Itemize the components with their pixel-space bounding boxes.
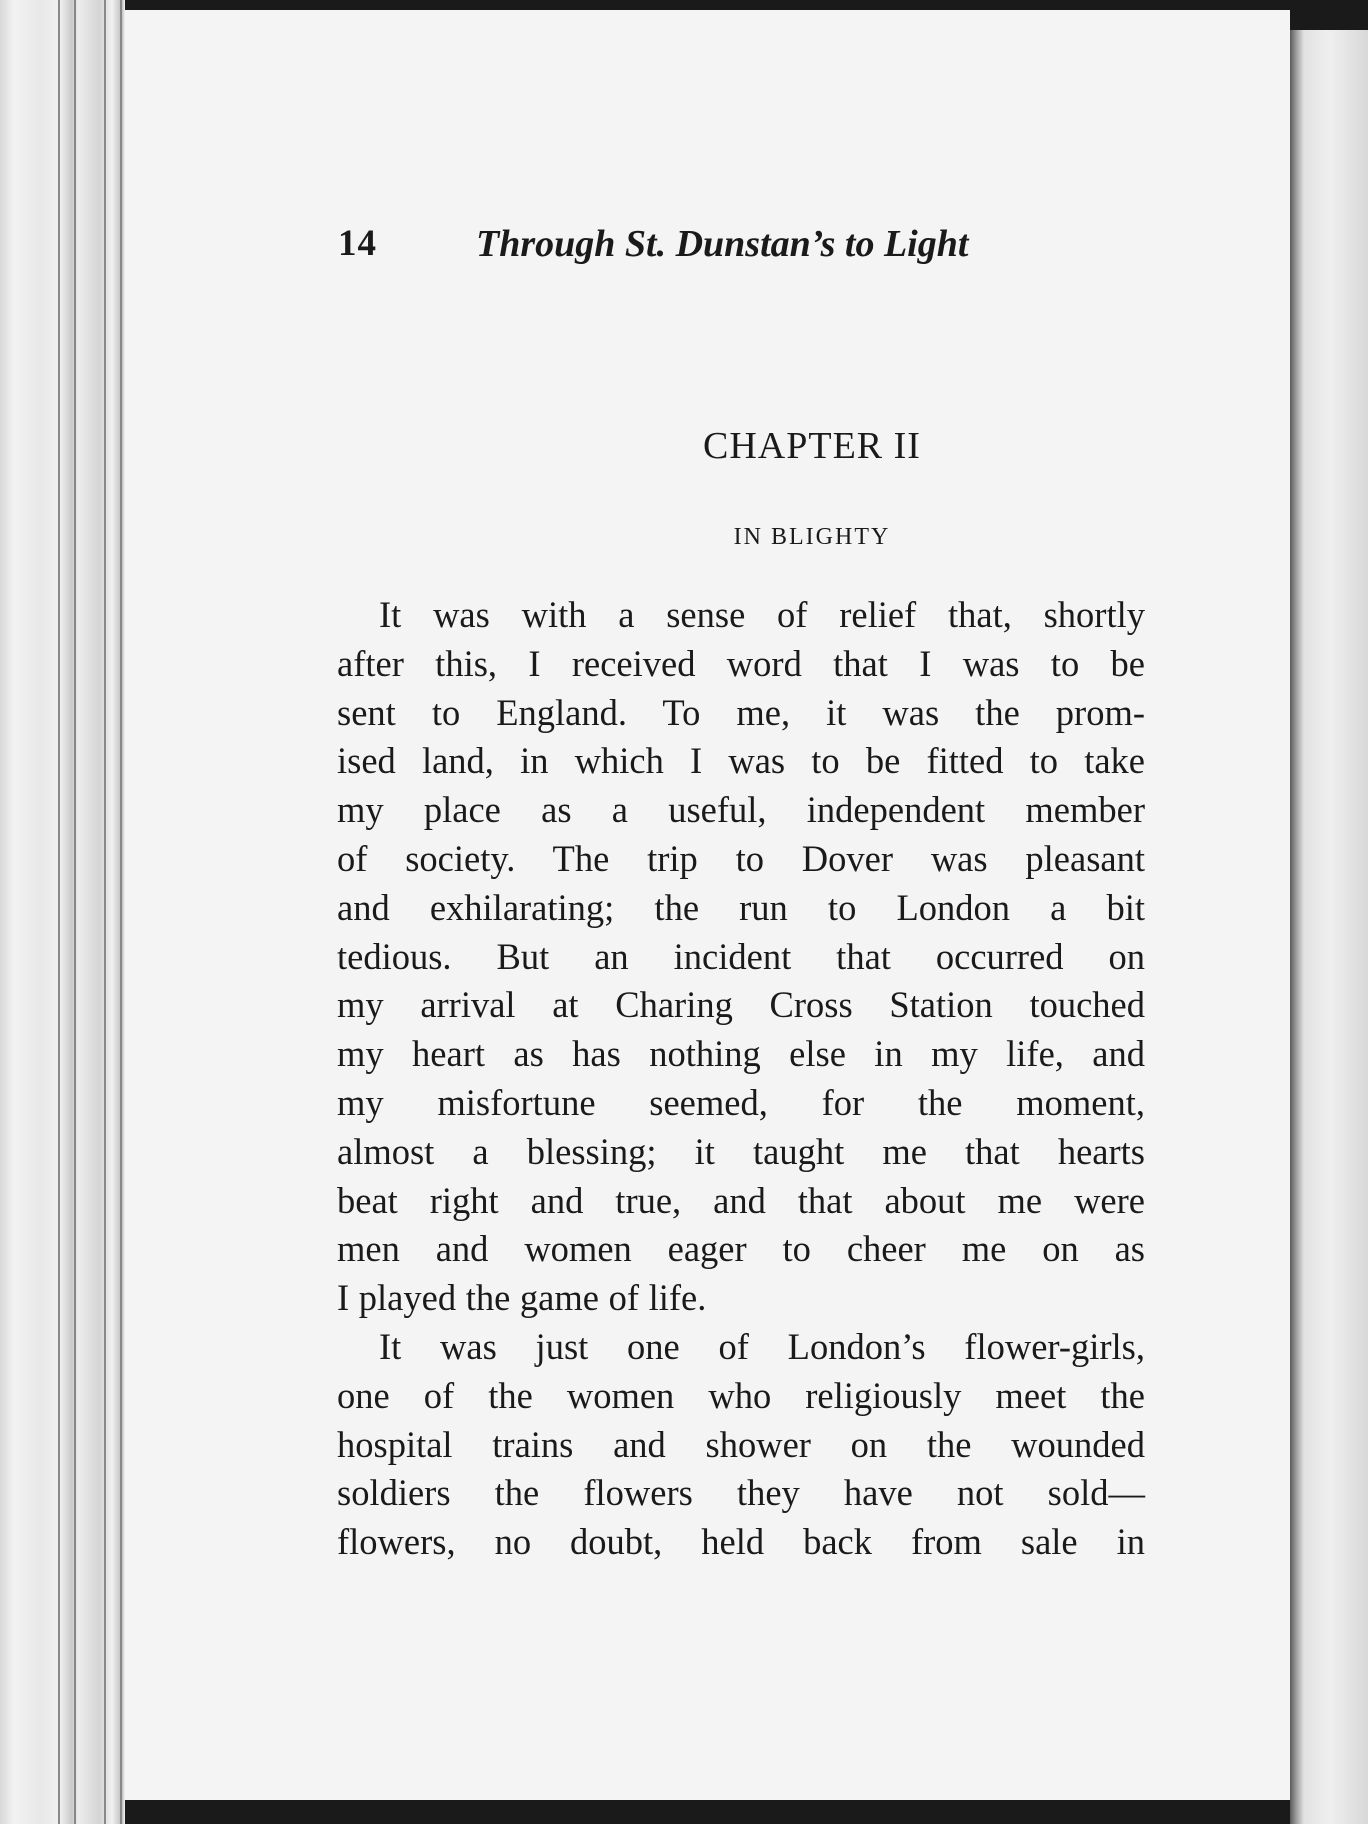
chapter-heading: CHAPTER II [703,425,921,467]
text-line: my heart as has nothing else in my life, and [337,1033,1145,1075]
chapter-subtitle: IN BLIGHTY [733,524,891,550]
text-line: flowers, no doubt, held back from sale in [337,1521,1145,1563]
text-line: beat right and true, and that about me were [337,1179,1145,1221]
running-head [338,222,1018,272]
book-left-edge [0,0,125,1824]
text-line: of society. The trip to Dover was pleasant [337,837,1145,879]
running-title: Through St. Dunstan’s to Light [476,223,969,265]
text-line: almost a blessing; it taught me that hearts [337,1130,1145,1172]
book-right-edge [1290,30,1368,1824]
text-line: soldiers the flowers they have not sold— [337,1472,1145,1514]
text-line: hospital trains and shower on the wounded [337,1423,1145,1465]
page-edge-line [104,0,106,1824]
book-bottom-edge [125,1800,1290,1824]
text-line: sent to England. To me, it was the prom- [337,691,1145,733]
page-edge-line [58,0,60,1824]
page-number: 14 [338,223,377,264]
text-line: one of the women who religiously meet the [337,1374,1145,1416]
text-line: ised land, in which I was to be fitted to take [337,740,1145,782]
text-line: my misfortune seemed, for the moment, [337,1081,1145,1123]
text-line: my arrival at Charing Cross Station touched [337,984,1145,1026]
text-line: tedious. But an incident that occurred on [337,935,1145,977]
text-line: my place as a useful, independent member [337,789,1145,831]
text-line: It was with a sense of relief that, shortly [379,594,1145,635]
text-line: It was just one of London’s flower-girls, [379,1325,1145,1367]
page-edge-line [74,0,76,1824]
text-line: I played the game of life. [337,1277,707,1319]
text-line: and exhilarating; the run to London a bit [337,886,1145,928]
body-text [337,591,1145,1567]
text-line: men and women eager to cheer me on as [337,1228,1145,1270]
text-line: after this, I received word that I was to be [337,642,1145,684]
page-edge-line [120,0,122,1824]
